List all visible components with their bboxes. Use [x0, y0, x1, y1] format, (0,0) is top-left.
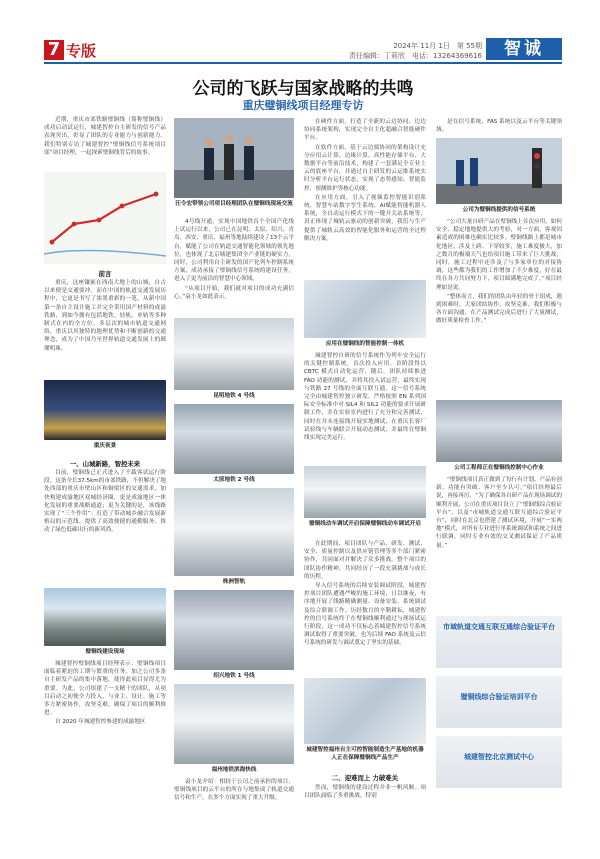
- team-figures-graphic: [174, 118, 294, 198]
- body-paragraph: 自 2020 年城建智控参建的成渝地区: [55, 719, 146, 726]
- photo-caption: 城建智控福州自主可控智能制造生产基地的机器人正在保障璧铜线产品生产: [306, 747, 424, 761]
- section1-text: [44, 469, 166, 536]
- chongqing-night-photo: [44, 380, 166, 440]
- column-2-text: [174, 218, 294, 302]
- body-paragraph: 4号线开通，实现中国地铁首个全国产化线上试运行以来，公司已在昆明、太原、绍兴、青岛、西安、重庆、福州等地陆续建设了13个云平台，赋能了公司在轨道交通智能化领域的领先地位，也体现了北京城建集团全产业链的硬实力。同时，公司利用自主研发的国产化列车控制系统方案，成功承接了璧铜线信号系统的建设任务，进入了更为前沿的智慧中心领域。: [174, 219, 294, 283]
- preface-paragraph: 重庆，这座镶嵌在西南大地上的山城，自古以来便是交通要冲。而在中国的轨道交通发展历程中，它更是书写了浓墨重彩的一笔。从新中国第一条自主设计施工并完全采用国产材料的成渝铁路，到如今拥有包括地铁、轻轨、单轨等多种制式在内的全方位、多层次的城市轨道交通网络，重庆以其独特的地理优势和不断创新的交通理念，成为了中国乃至世界轨道交通发展上的璀璨明珠。: [44, 280, 166, 352]
- column-1: [44, 116, 166, 158]
- intro-paragraph: 近期，重庆市郊铁路璧铜线（简称璧铜线）成功启动试运行，城建智控自主研发的信号产品表现突出，彰显了团队的专业能力与创新能力。我们特别专访了城建智控“璧铜线信号系统项目部”项目经理，一起探索璧铜线背后的故事。: [44, 117, 166, 156]
- taiyuan-metro-photo: [174, 404, 294, 474]
- body-paragraph: 然而，璧铜线的建设过程并非一帆风顺。项目团队面临了多重挑战，特别: [304, 785, 426, 800]
- photo-caption: 昆明地铁 4 号线: [213, 393, 255, 399]
- body-paragraph: 城建智控自研的信号系统作为列车安全运行的关键控制系统，首次投入应用。首阶段得以 CBTC 模式自动化运营，随后，团队持续推进 FAO 功能的测试，并将其投入试运营，最终实现与铁路 27 号线的全面互联互通。这一信号系统完全由城建智控独立研发，严格按照 EN 系列国际安全标准中对 SIL4 和 SIL2 功能的要求开展研制工作，并在实验室内进行了充分和完善测试，同时在并未连接线开展实地测试，在重庆长客厂试验线与车辆联合开展动态测试，并最终在璧铜线实现完美运行。: [304, 353, 426, 442]
- platform-banner-3: [436, 736, 562, 788]
- photo-caption: 重庆夜景: [93, 443, 117, 449]
- issue-info: [349, 41, 482, 61]
- section-heading-1: 一、山城新路，智控未来: [69, 460, 141, 468]
- preface-heading: 前言: [98, 270, 112, 278]
- photo-caption: 太原地铁 2 号线: [213, 477, 255, 483]
- photo-caption: 汪令宏带领公司项目经理团队在璧铜线现场交流: [175, 201, 293, 207]
- control-unit-photo: [304, 280, 426, 338]
- body-paragraph: 袁小龙介绍：相较于公司之前承担的项目，璧铜线项目的云平台的所在与地集成了轨道交通信号和生产，在多个方面实现了重大升级。: [174, 779, 294, 802]
- photo-caption: 公司工程师正在璧铜线控制中心作业: [454, 465, 544, 471]
- body-paragraph: 在此期间，项目团队与产品、研发、测试、安全、质量控制以及供应链管理等多个部门紧密协作，共同面对并解决了众多挑战。整个项目的团队协作精神，共同经历了一段充满挑战与成长的历程。: [304, 541, 426, 580]
- section-label: 专版: [66, 41, 97, 60]
- body-paragraph: 在应用方面，引入了视频监控智能识别系统、智慧车站数字孪生系统、AI赋能智能机器人系统，全自动运行模式下的一键开关站系统等，真正体现了城轨云驱动的创新突破，我们与生产提供了城轨云高效的智能化服务和运营的全过程解决方案。: [304, 194, 426, 242]
- factory-robot-photo: [304, 678, 426, 744]
- route-map-graphic: [44, 172, 166, 264]
- article-subtitle: 重庆璧铜线项目经理专访: [242, 99, 364, 112]
- platform-banner-1: [436, 616, 562, 668]
- section-heading-2: 二、迎难而上 力破难关: [331, 774, 399, 782]
- issue-date: 2024年 11月 1日 第 55期: [393, 42, 482, 50]
- page-number: 7: [44, 40, 64, 60]
- banner-title: 璧铜线综合验证培训平台: [460, 693, 538, 701]
- photo-caption: 公司为璧铜线提供的信号系统: [462, 207, 536, 213]
- page-badge: [44, 40, 96, 60]
- photo-caption: 福州地铁滨海快线: [211, 767, 257, 773]
- photo-caption: 株洲智轨: [222, 579, 246, 585]
- banner-title: 城建智控北京测试中心: [464, 753, 534, 761]
- issue-editor: 责任编辑：丁莉欣 电话：13264369616: [349, 52, 482, 60]
- construction-photo: [44, 588, 166, 646]
- zhuzhou-tram-photo: [174, 488, 294, 576]
- body-paragraph: 是在信号系统、FAS 系统以及云平台等关键领域。: [436, 119, 562, 134]
- body-paragraph: 导入信号系统的后续安装调试阶段，城建智控项目团队遭遇严峻的施工环境，日以继夜，有序地开展了线路精确测量、设备安装、系统调试及综合联调工作。历经数月的辛勤耕耘，城建智控的信号系统终于在璧铜线顺利通过与现场试运行阶段，这一成功不仅标志着城建智控信号系统调试取得了重要突破，也为后续 FAO 系统及云信号系统的研发与调试奠定了坚实的基础。: [304, 583, 426, 647]
- banner-title: 市域轨道交通互联互通综合验证平台: [443, 623, 555, 631]
- masthead: 智诚: [486, 38, 562, 60]
- body-paragraph: “公司大量自研产品在璧铜线上首次应用，如何安全、稳定地地提供大的考验，对一方面，客观因素造成的困难也确实比较多。璧铜线路上都是城市化地区，涉及上跨、下穿较多，施工难度极大，加之数月的极端天气也给项目施工带来了巨大挑战，同时，施工过程中还涉及了与多家单位的对接协调，这些都为我们的工作增加了不少难度，好在最终在各方共同努力下，项目圆满地完成了。”项目经理如是说。: [436, 219, 562, 291]
- column-1-lower: [44, 660, 166, 728]
- fuzhou-metro-photo: [174, 684, 294, 764]
- article-title: 公司的飞跃与国家战略的共鸣: [192, 79, 414, 99]
- page-header: [0, 0, 600, 62]
- body-paragraph: “从项目开始，我们就对项目的成功充满信心。”袁小龙如此表示。: [174, 285, 294, 300]
- column-3-bottom: [304, 784, 426, 801]
- column-2-lower: [174, 778, 294, 804]
- header-rule: [44, 62, 562, 64]
- platform-banner-2: [436, 676, 562, 728]
- body-paragraph: “整体而言，我们的团队由年轻的骨干组成，遇到困难时，大家团结协作、攻坚克难。我们积极与各方面沟通，在产品测试完成后进行了大量测试，做好质量检查工作。”: [436, 293, 562, 325]
- photo-caption: 璧铜线动车调试开启保障璧铜线动车调试开启: [309, 521, 421, 527]
- column-3-lower: [304, 540, 426, 649]
- column-3-text: [304, 118, 426, 244]
- body-paragraph: “璧铜线项目真正做到了每行有计划、产品有创新、功能有突破、客户至少认可。”项目经理最后说，再接再厉，“为了确保各自研产品在现场调试的顺利开展，公司在重庆项目设立了“璧铜线综合验证平台”，以及“市城轨道交通互联互通综合验证平台”，同时在北京也搭建了测试环境，开展“一实两地”模式，对所有专业进行单系统调试和系统之间进行联调，同时专业有效的交叉测试保证了产品质量。”: [436, 477, 562, 549]
- section1-paragraph: 目前，璧铜线已正式进入了不载客试运行阶段，这条全长37.5km的市郊铁路，不但解决了地处西部的重庆市壁山区和铜梁区的交通需求，加快构建成渝地区双城经济圈，更是成渝地区一体化发展的重要战略通道；更为关键的是，该线路实现了“三个作用”：打造了带动城乡融合发展新格局的示范线、提供了高效便捷的通勤服务、推动了绿色低碳出行的新风尚。: [44, 470, 166, 534]
- column-3-mid: [304, 352, 426, 443]
- photo-caption: 绍兴地铁 1 号线: [213, 673, 255, 679]
- map-image: [44, 172, 166, 264]
- kunming-metro-photo: [174, 318, 294, 390]
- body-paragraph: 在硬件方面，打造了全新的云边协同、边边协同系统架构，实现完全自主化超融合智能硬件平台。: [304, 119, 426, 142]
- photo-caption: 璧铜线建设现场: [85, 649, 125, 655]
- signal-system-photo: [436, 138, 562, 204]
- body-paragraph: 在软件方面，基于云边端协同的架构设计充分应用云计算、边缘计算、高性能存储平台、大数据平台等前沿技术，构建了一套满足全专业上云的底座平台，并通过自主研发的云运维系统实时分析平台运行状态，实现了态势感知、智能监控、预测维护等核心功能。: [304, 144, 426, 192]
- signal-graphic: [436, 138, 562, 204]
- team-site-photo: [174, 118, 294, 198]
- column-4-text: [436, 118, 562, 135]
- column-4-mid: [436, 218, 562, 327]
- shaoxing-metro-photo: [174, 590, 294, 670]
- column-4-lower: [436, 476, 562, 551]
- preface-text-block: [44, 279, 166, 354]
- control-center-photo: [436, 400, 562, 462]
- train-test-photo: [304, 466, 426, 518]
- body-paragraph: 城建智控璧铜线项目经理表示：璧铜线项目面临着紧迫的工期与繁重的任务。加之公司多条自主研发产品的集中落地，使得此项目显得尤为重要。为此，公司组建了一支精干的团队，从项目启动之初便全力投入，与业主、设计、施工等多方紧密协作，攻坚克难，确保了项目的顺利推进。: [44, 661, 166, 717]
- photo-caption: 应用在璧铜线的智能控制一体机: [325, 341, 405, 347]
